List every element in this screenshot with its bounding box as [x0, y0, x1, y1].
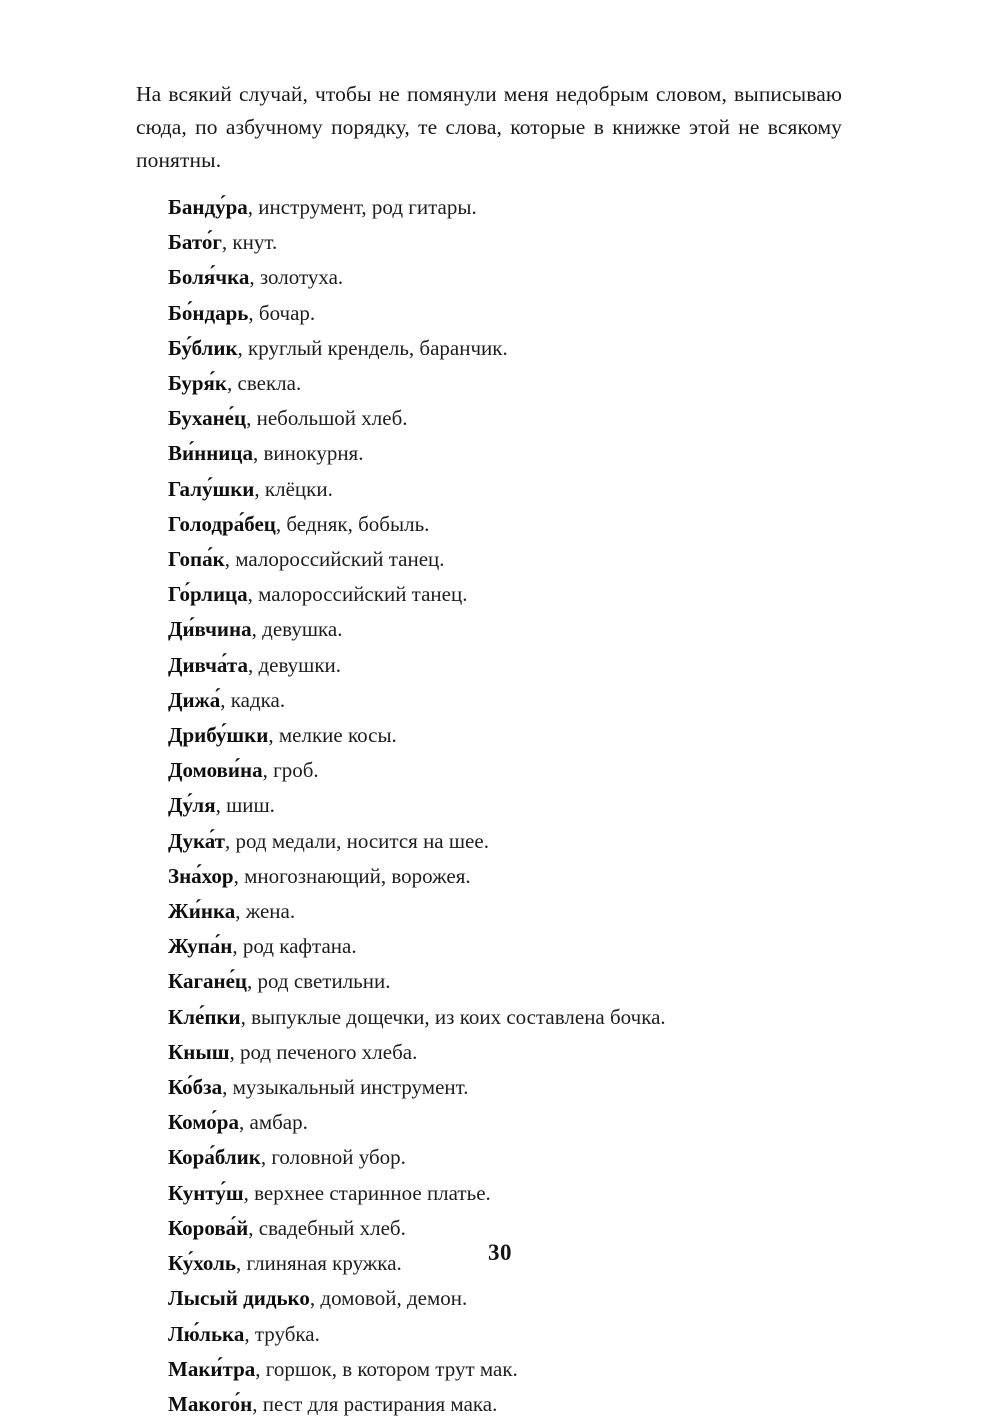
glossary-headword: Галу́шки — [168, 476, 255, 501]
glossary-headword: Бато́г — [168, 230, 222, 255]
glossary-headword: Ви́нница — [168, 441, 254, 466]
glossary-entry — [168, 683, 868, 718]
glossary-entry — [168, 1105, 868, 1140]
glossary-definition: , небольшой хлеб. — [246, 406, 408, 431]
glossary-headword: Лысый дидько — [168, 1286, 310, 1311]
glossary-entry — [168, 1035, 868, 1070]
glossary-definition: , шиш. — [215, 793, 275, 818]
glossary-definition: , амбар. — [239, 1110, 308, 1135]
glossary-entry — [168, 366, 868, 401]
glossary-headword: Дука́т — [168, 828, 226, 853]
glossary-definition: , мелкие косы. — [268, 723, 397, 748]
glossary-definition: , малороссийский танец. — [247, 582, 468, 607]
glossary-definition: , инструмент, род гитары. — [247, 195, 477, 219]
glossary-headword: Дивча́та — [168, 652, 248, 677]
glossary-headword: Банду́ра — [168, 195, 248, 219]
glossary-headword: Бухане́ц — [168, 406, 247, 431]
glossary-definition: , род печеного хлеба. — [229, 1039, 418, 1064]
glossary-definition: , горшок, в котором трут мак. — [255, 1356, 518, 1381]
glossary-headword: Ди́вчина — [168, 617, 252, 642]
glossary-entry — [168, 1352, 868, 1387]
glossary-headword: Кагане́ц — [168, 969, 248, 994]
glossary-definition: , род кафтана. — [232, 934, 357, 959]
glossary-headword: Кле́пки — [168, 1004, 241, 1029]
glossary-entry — [168, 225, 868, 260]
glossary-headword: Буря́к — [168, 371, 228, 396]
glossary-headword: Ко́бза — [168, 1075, 223, 1100]
glossary-headword: Дрибу́шки — [168, 723, 269, 748]
glossary-entry — [168, 542, 868, 577]
glossary-definition: , круглый крендель, баранчик. — [237, 335, 508, 360]
glossary-headword: Гопа́к — [168, 547, 225, 572]
glossary-definition: , золотуха. — [249, 265, 344, 290]
glossary-entry — [168, 296, 868, 331]
glossary-entry — [168, 401, 868, 436]
glossary-headword: Кора́блик — [168, 1145, 261, 1170]
glossary-definition: , кадка. — [220, 687, 286, 712]
glossary-headword: Голодра́бец — [168, 511, 276, 536]
glossary-entry — [168, 894, 868, 929]
glossary-headword: Жупа́н — [168, 934, 233, 959]
glossary-entry — [168, 648, 868, 683]
glossary-definition: , гроб. — [262, 758, 319, 783]
glossary-headword: Го́рлица — [168, 582, 248, 607]
glossary-definition: , многознающий, ворожея. — [233, 863, 471, 888]
glossary-entry — [168, 436, 868, 471]
glossary-headword: Бу́блик — [168, 335, 238, 360]
glossary-entry — [168, 859, 868, 894]
glossary-entry — [168, 1000, 868, 1035]
glossary-definition: , выпуклые дощечки, из коих составлена бочка. — [240, 1004, 666, 1029]
glossary-headword: Домови́на — [168, 758, 263, 783]
glossary-definition: , свекла. — [227, 371, 302, 396]
glossary-definition: , трубка. — [244, 1321, 320, 1346]
glossary-definition: , девушки. — [247, 652, 342, 677]
glossary-definition: , бочар. — [248, 300, 316, 325]
glossary-entry — [168, 190, 868, 225]
glossary-headword: Макого́н — [168, 1391, 253, 1416]
glossary-headword: Комо́ра — [168, 1110, 239, 1135]
glossary-headword: Корова́й — [168, 1215, 249, 1240]
glossary-definition: , девушка. — [251, 617, 343, 642]
glossary-definition: , малороссийский танец. — [224, 547, 445, 572]
glossary-definition: , верхнее старинное платье. — [243, 1180, 491, 1205]
glossary-headword: Маки́тра — [168, 1356, 256, 1381]
glossary-headword: Ду́ля — [168, 793, 216, 818]
glossary-entry — [168, 753, 868, 788]
glossary-entry — [168, 1070, 868, 1105]
glossary-entry — [168, 577, 868, 612]
glossary-definition: , клёцки. — [254, 476, 333, 501]
glossary-definition: , домовой, демон. — [309, 1286, 468, 1311]
glossary-entry — [168, 964, 868, 999]
glossary-headword: Кныш — [168, 1039, 230, 1064]
glossary-definition: , жена. — [235, 899, 296, 924]
page-number: 30 — [488, 1240, 512, 1265]
glossary-entry — [168, 331, 868, 366]
glossary-definition: , род медали, носится на шее. — [225, 828, 489, 853]
glossary-headword: Жи́нка — [168, 899, 236, 924]
glossary-definition: , винокурня. — [253, 441, 364, 466]
glossary-entry — [168, 929, 868, 964]
glossary-headword: Боля́чка — [168, 265, 250, 290]
glossary-entry — [168, 1281, 868, 1316]
intro-paragraph: На всякий случай, чтобы не помянули меня недобрым словом, выписываю сюда, по азбучному порядку, те слова, которые в книжке этой не всякому понятны. — [136, 81, 842, 172]
glossary-entry — [168, 612, 868, 647]
glossary-definition: , головной убор. — [260, 1145, 406, 1170]
glossary-entry — [168, 718, 868, 753]
glossary-headword: Ку́холь — [168, 1251, 237, 1276]
glossary-entry — [168, 507, 868, 542]
glossary-entry — [168, 1387, 868, 1422]
glossary-headword: Кунту́ш — [168, 1180, 244, 1205]
glossary-definition: , кнут. — [221, 230, 278, 255]
glossary-headword: Лю́лька — [168, 1321, 245, 1346]
glossary-definition: , род светильни. — [247, 969, 391, 994]
glossary-definition: , пест для растирания мака. — [252, 1391, 498, 1416]
glossary-entry — [168, 1317, 868, 1352]
glossary-entry — [168, 1140, 868, 1175]
glossary-entry — [168, 788, 868, 823]
glossary-headword: Зна́хор — [168, 863, 234, 888]
glossary-definition: , свадебный хлеб. — [248, 1215, 406, 1240]
glossary-headword: Дижа́ — [168, 687, 221, 712]
glossary-definition: , глиняная кружка. — [236, 1251, 402, 1276]
glossary-definition: , бедняк, бобыль. — [275, 511, 430, 536]
glossary-headword: Бо́ндарь — [168, 300, 249, 325]
glossary-entry — [168, 472, 868, 507]
glossary-entry — [168, 1176, 868, 1211]
glossary-definition: , музыкальный инструмент. — [222, 1075, 469, 1100]
glossary-entry — [168, 824, 868, 859]
glossary-list — [168, 190, 868, 1422]
glossary-entry — [168, 260, 868, 295]
